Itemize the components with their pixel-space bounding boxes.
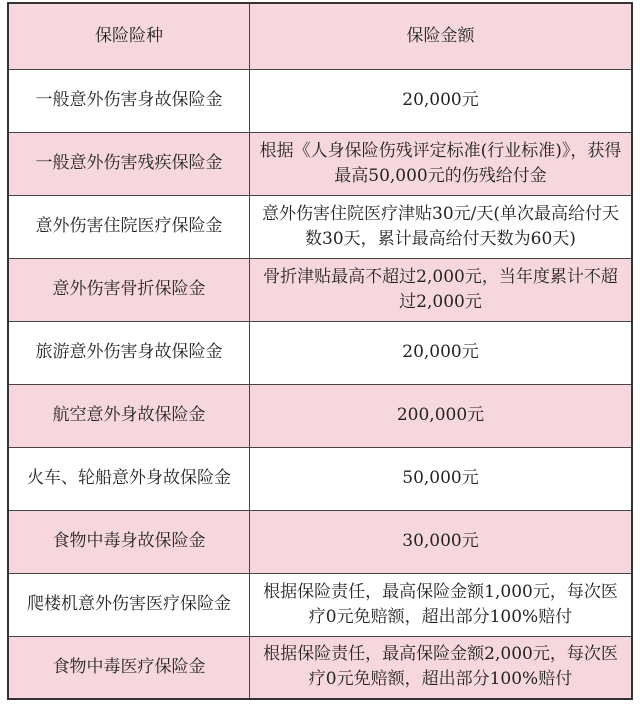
table-row (8, 510, 632, 573)
insurance-amount: 50,000元 (250, 447, 633, 510)
table-row (8, 132, 632, 195)
insurance-type: 一般意外伤害残疾保险金 (8, 132, 250, 195)
insurance-amount: 根据保险责任，最高保险金额1,000元，每次医疗0元免赔额，超出部分100%赔付 (250, 573, 633, 636)
insurance-type: 火车、轮船意外身故保险金 (8, 447, 250, 510)
insurance-amount: 200,000元 (250, 384, 633, 447)
table-row (8, 636, 632, 699)
header-amount: 保险金额 (250, 3, 633, 69)
insurance-type: 旅游意外伤害身故保险金 (8, 321, 250, 384)
table-row (8, 69, 632, 132)
table-row (8, 384, 632, 447)
table-row (8, 321, 632, 384)
table-row (8, 447, 632, 510)
insurance-table (7, 2, 633, 700)
insurance-type: 意外伤害骨折保险金 (8, 258, 250, 321)
insurance-amount: 骨折津贴最高不超过2,000元，当年度累计不超过2,000元 (250, 258, 633, 321)
header-type: 保险险种 (8, 3, 250, 69)
insurance-type: 食物中毒医疗保险金 (8, 636, 250, 699)
insurance-amount: 意外伤害住院医疗津贴30元/天(单次最高给付天数30天，累计最高给付天数为60天) (250, 195, 633, 258)
insurance-type: 意外伤害住院医疗保险金 (8, 195, 250, 258)
insurance-type: 食物中毒身故保险金 (8, 510, 250, 573)
insurance-amount: 20,000元 (250, 321, 633, 384)
insurance-type: 航空意外身故保险金 (8, 384, 250, 447)
table-header-row (8, 3, 632, 69)
insurance-type: 一般意外伤害身故保险金 (8, 69, 250, 132)
table-row (8, 258, 632, 321)
insurance-amount: 30,000元 (250, 510, 633, 573)
insurance-amount: 20,000元 (250, 69, 633, 132)
insurance-amount: 根据《人身保险伤残评定标准(行业标准)》，获得最高50,000元的伤残给付金 (250, 132, 633, 195)
insurance-amount: 根据保险责任，最高保险金额2,000元，每次医疗0元免赔额，超出部分100%赔付 (250, 636, 633, 699)
table-row (8, 573, 632, 636)
insurance-type: 爬楼机意外伤害医疗保险金 (8, 573, 250, 636)
table-row (8, 195, 632, 258)
